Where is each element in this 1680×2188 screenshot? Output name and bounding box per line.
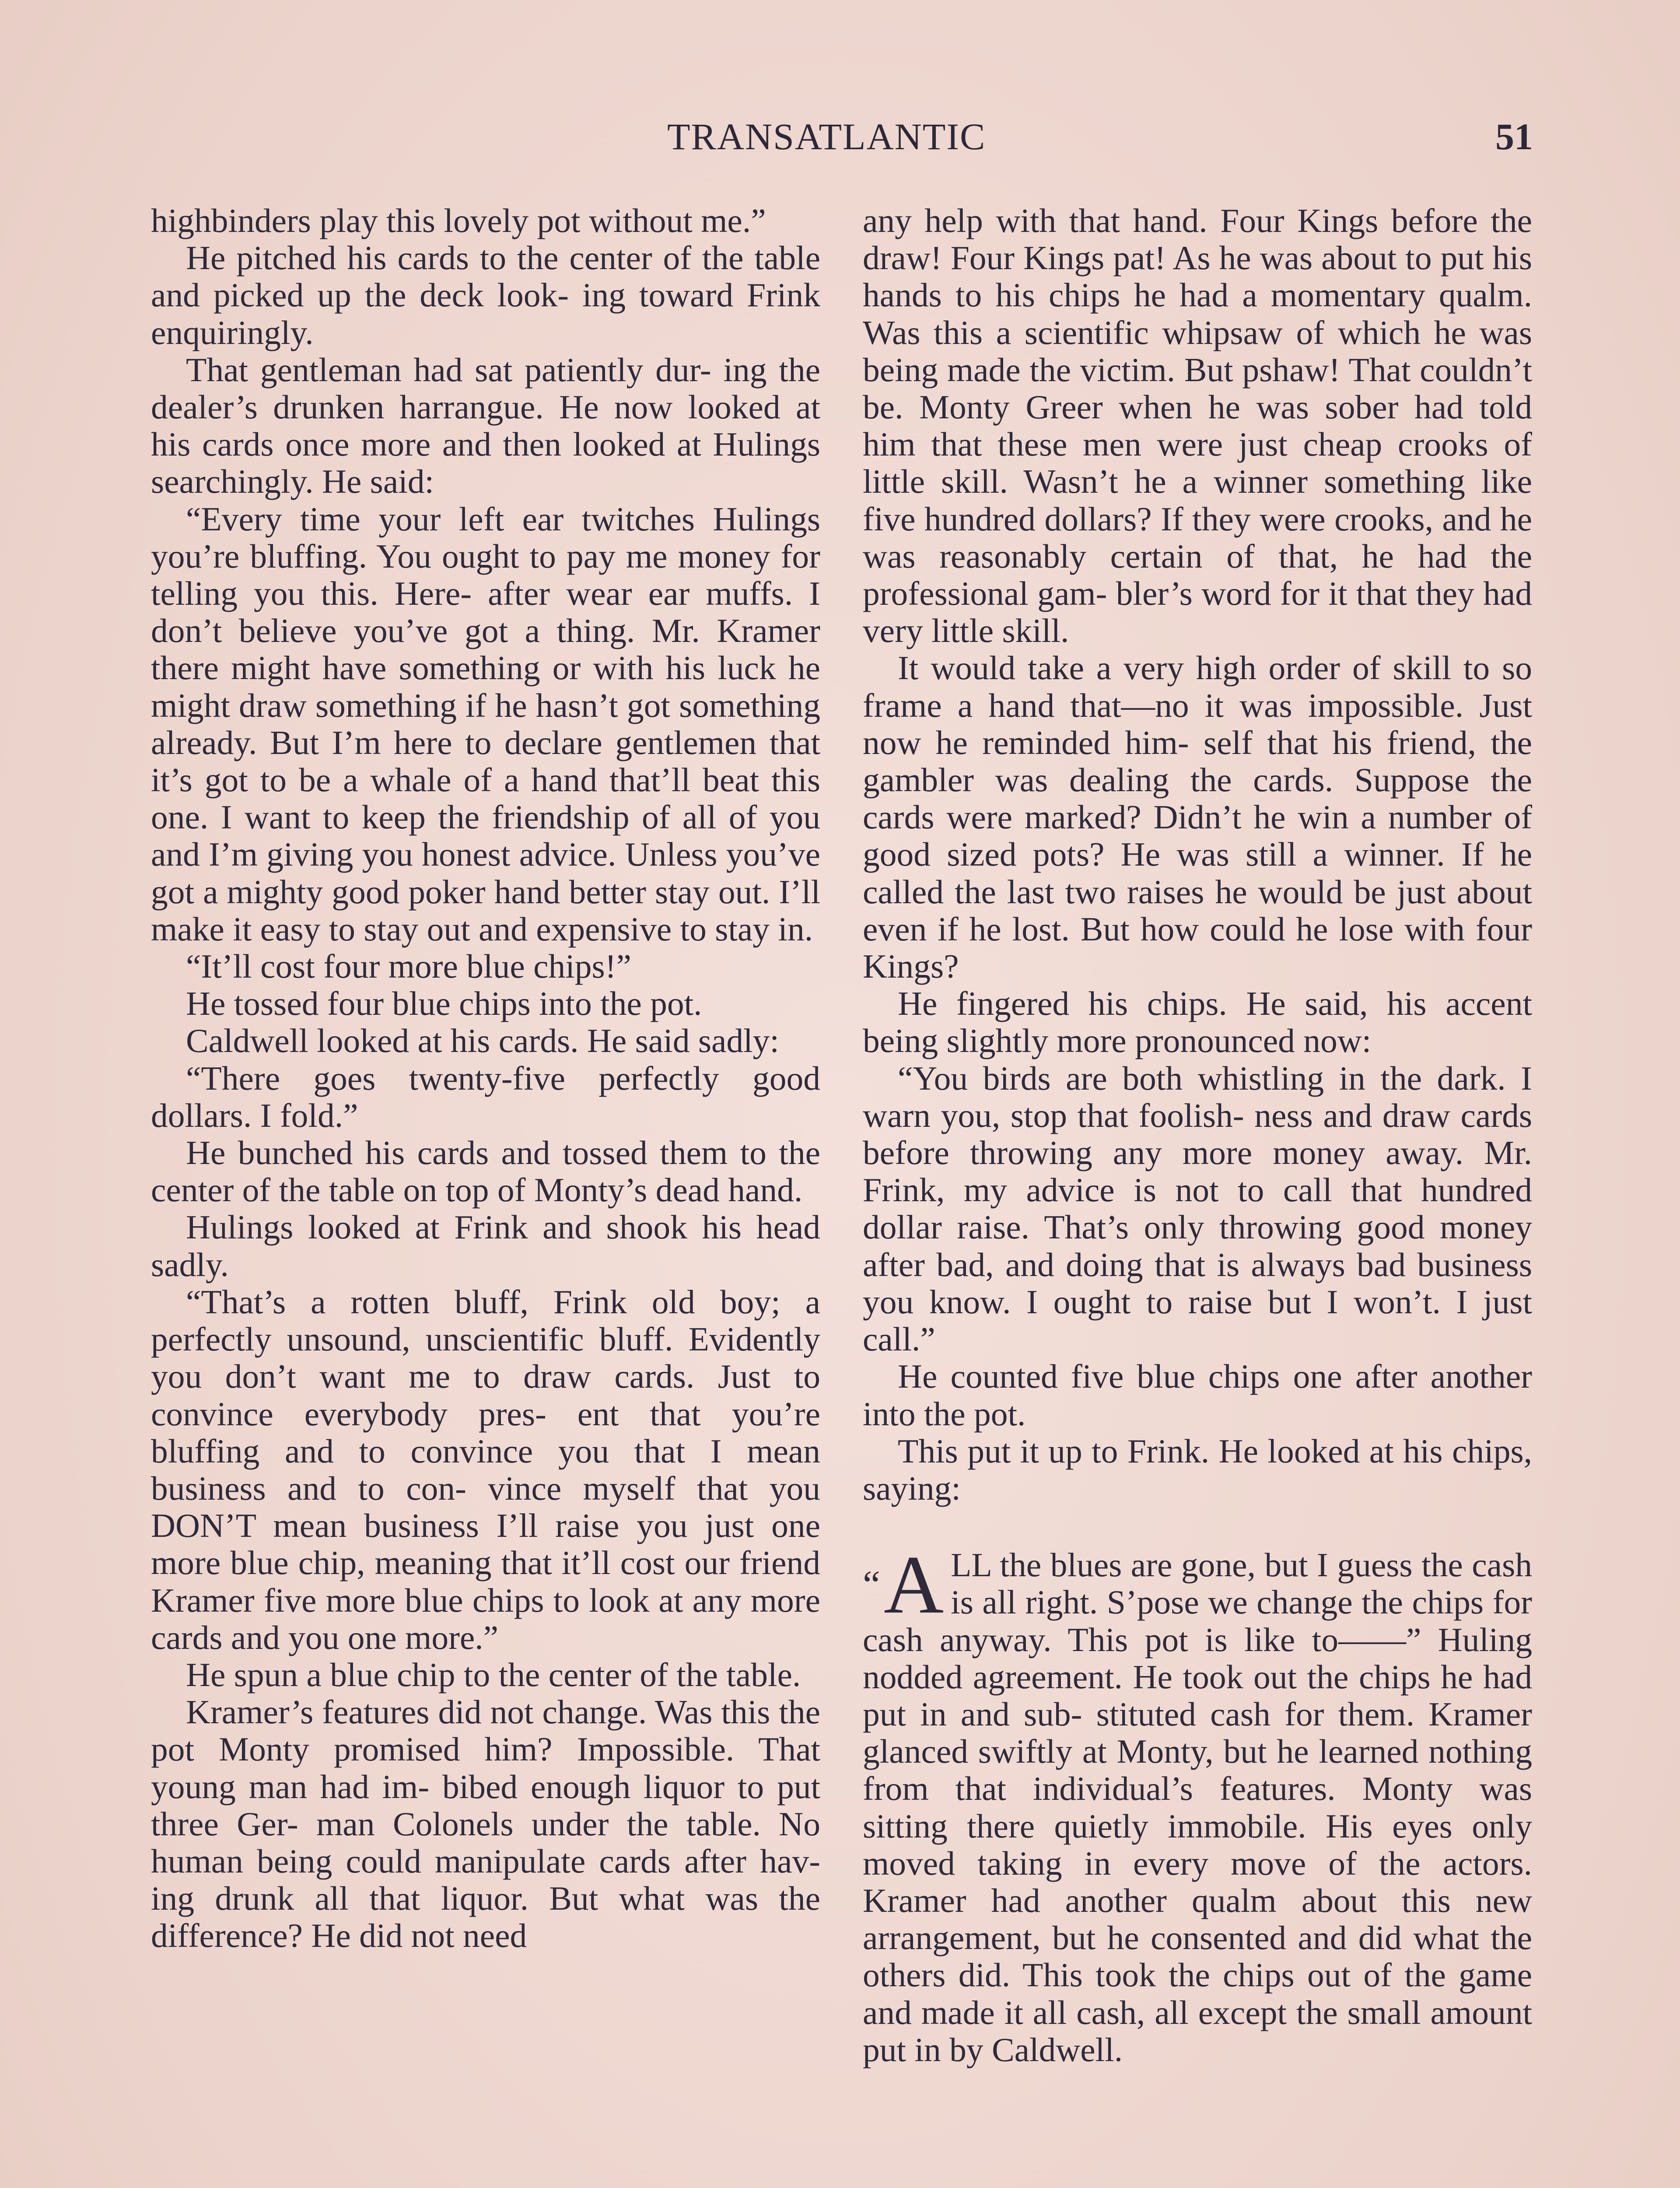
paragraph: “That’s a rotten bluff, Frink old boy; a perfectly unsound, unscientific bluff. Evidently you don’t want me to draw cards. Just to convince everybody pres- ent that you’re bluffing and to convince you that I mean business and to con- vince myself that you DON’T mean business I’ll raise you just one more blue chip, meaning that it’ll cost our friend Kramer five more blue chips to look at any more cards and you one more.” [151, 1283, 820, 1656]
paragraph: “You birds are both whistling in the dark. I warn you, stop that foolish- ness and draw cards before throwing any more money away. Mr. Frink, my advice is not to call that hundred dollar raise. That’s only throwing good money after bad, and doing that is always bad business you know. I ought to raise but I won’t. I just call.” [863, 1059, 1532, 1358]
dropcap-text: LL the blues are gone, but I guess the cash is all right. S’pose we change the chips for cash anyway. This pot is like to——” Huling nodded agreement. He took out the chips he had put in and sub- stituted cash for them. Kramer glanced swiftly at Monty, but he learned nothing from that individual’s features. Monty was sitting there quietly immobile. His eyes only moved taking in every move of the actors. Kramer had another qualm about this new arrangement, but he consented and did what the others did. This took the chips out of the game and made it all cash, all except the small amount put in by Caldwell. [863, 1546, 1532, 2069]
paragraph: He tossed four blue chips into the pot. [186, 985, 702, 1023]
paragraph: “It’ll cost four more blue chips!” [186, 947, 631, 985]
left-column [151, 202, 820, 2188]
paragraph: any help with that hand. Four Kings before the draw! Four Kings pat! As he was about to put his hands to his chips he had a momentary qualm. Was this a scientific whipsaw of which he was being made the victim. But pshaw! That couldn’t be. Monty Greer when he was sober had told him that these men were just cheap crooks of little skill. Wasn’t he a winner something like five hundred dollars? If they were crooks, and he was reasonably certain of that, he had the professional gam- bler’s word for it that they had very little skill. [863, 202, 1532, 650]
paragraph: This put it up to Frink. He looked at his chips, saying: [863, 1432, 1532, 1507]
paragraph: He bunched his cards and tossed them to the center of the table on top of Monty’s dead hand. [151, 1134, 820, 1209]
paragraph: “Every time your left ear twitches Hulings you’re bluffing. You ought to pay me money for telling you this. Here- after wear ear muffs. I don’t believe you’ve got a thing. Mr. Kramer there might have something or with his luck he might draw something if he hasn’t got something already. But I’m here to declare gentlemen that it’s got to be a whale of a hand that’ll beat this one. I want to keep the friendship of all of you and I’m giving you honest advice. Unless you’ve got a mighty good poker hand better stay out. I’ll make it easy to stay out and expensive to stay in. [151, 500, 820, 948]
paragraph: Caldwell looked at his cards. He said sadly: [186, 1022, 779, 1060]
paragraph: That gentleman had sat patiently dur- ing the dealer’s drunken harrangue. He now looked at his cards once more and then looked at Hulings searchingly. He said: [151, 351, 820, 501]
paragraph: He spun a blue chip to the center of the table. [186, 1655, 801, 1694]
paragraph: “There goes twenty-five perfectly good dollars. I fold.” [151, 1059, 820, 1134]
paragraph: He counted five blue chips one after another into the pot. [863, 1357, 1532, 1433]
drop-cap-letter: A [883, 1539, 944, 1631]
drop-cap-quote: “ [863, 1563, 880, 1607]
page-number: 51 [1495, 116, 1533, 158]
right-column [863, 202, 1532, 2188]
paragraph: He fingered his chips. He said, his accent being slightly more pronounced now: [863, 985, 1532, 1060]
drop-cap [863, 1539, 944, 1631]
paragraph: Hulings looked at Frink and shook his head sadly. [151, 1208, 820, 1283]
paragraph: He pitched his cards to the center of the table and picked up the deck look- ing toward Frink enquiringly. [151, 239, 820, 351]
running-title: TRANSATLANTIC [667, 116, 986, 158]
dropcap-paragraph [863, 1539, 1532, 2069]
paragraph: Kramer’s features did not change. Was this the pot Monty promised him? Impossible. That young man had im- bibed enough liquor to put three Ger- man Colonels under the table. No human being could manipulate cards after hav- ing drunk all that liquor. But what was the difference? He did not need [151, 1693, 820, 1955]
page-header [0, 115, 1680, 158]
paragraph: It would take a very high order of skill to so frame a hand that—no it was impossible. Just now he reminded him- self that his friend, the gambler was dealing the cards. Suppose the cards were marked? Didn’t he win a number of good sized pots? He was still a winner. If he called the last two raises he would be just about even if he lost. But how could he lose with four Kings? [863, 649, 1532, 985]
paragraph: highbinders play this lovely pot without me.” [151, 202, 766, 239]
